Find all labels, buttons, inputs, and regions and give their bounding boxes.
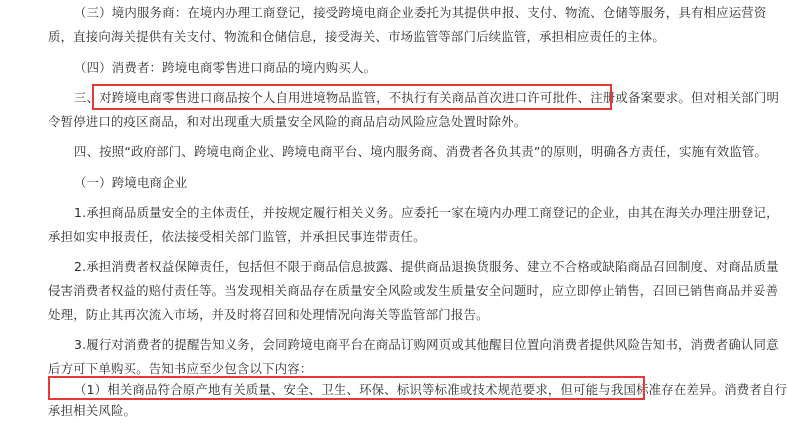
list-item-standards-difference-cont xyxy=(48,399,748,423)
text-line: 承担如实申报责任，依法接受相关部门监管，并承担民事连带责任。 xyxy=(48,229,426,244)
paragraph-domestic-service-provider-cont xyxy=(48,25,748,49)
paragraph-consumer-rights-cont xyxy=(48,279,779,303)
paragraph-consumer xyxy=(48,56,774,80)
highlighted-text: （1）相关商品符合原产地有关质量、安全、卫生、环保、标识等标准或技术规范要求，但可能与我国标准存在差异。 xyxy=(74,382,725,397)
paragraph-supervision-rule xyxy=(48,86,780,110)
text-prefix: 三、 xyxy=(74,90,100,105)
paragraph-notification-duty xyxy=(48,333,779,357)
text-line: （四）消费者：跨境电商零售进口商品的境内购买人。 xyxy=(74,60,377,75)
text-suffix: 。但对相关部门明 xyxy=(678,90,780,105)
text-line: 1.承担商品质量安全的主体责任，并按规定履行相关义务。应委托一家在境内办理工商登记的企业，由其在海关办理注册登记， xyxy=(74,205,779,220)
text-suffix: 消费者自行 xyxy=(724,382,787,397)
text-line: （一）跨境电商企业 xyxy=(74,175,188,190)
text-line: 四、按照“政府部门、跨境电商企业、跨境电商平台、境内服务商、消费者各负其责”的原则，明确各方责任，实施有效监管。 xyxy=(74,144,768,159)
text-line: 后方可下单购买。告知书应至少包含以下内容： xyxy=(48,361,313,376)
paragraph-domestic-service-provider xyxy=(48,1,774,25)
paragraph-consumer-rights-cont2 xyxy=(48,303,748,327)
paragraph-quality-responsibility xyxy=(48,201,779,225)
paragraph-quality-responsibility-cont xyxy=(48,225,748,249)
paragraph-responsibility-principle xyxy=(48,140,774,164)
text-line: 承担相关风险。 xyxy=(48,403,137,418)
section-heading-cross-border-enterprise xyxy=(48,171,774,195)
text-line: 令暂停进口的疫区商品，和对出现重大质量安全风险的商品启动风险应急处置时除外。 xyxy=(48,114,527,129)
text-line: 处理，防止其再次流入市场，并及时将召回和处理情况向海关等监管部门报告。 xyxy=(48,307,489,322)
paragraph-supervision-rule-cont xyxy=(48,110,748,134)
text-line: （三）境内服务商：在境内办理工商登记，接受跨境电商企业委托为其提供申报、支付、物流、仓储等服务，具有相应运营资 xyxy=(74,5,767,20)
text-line: 2.承担消费者权益保障责任，包括但不限于商品信息披露、提供商品退换货服务、建立不合格或缺陷商品召回制度、对商品质量 xyxy=(74,259,779,274)
paragraph-consumer-rights xyxy=(48,255,779,279)
text-line: 3.履行对消费者的提醒告知义务，会同跨境电商平台在商品订购网页或其他醒目位置向消费者提供风险告知书，消费者确认同意 xyxy=(74,337,779,352)
highlighted-text: 对跨境电商零售进口商品按个人自用进境物品监管，不执行有关商品首次进口许可批件、注册或备案要求 xyxy=(99,90,679,105)
text-line: 侵害消费者权益的赔付责任等。当发现相关商品存在质量安全风险或发生质量安全问题时，应立即停止销售，召回已销售商品并妥善 xyxy=(48,283,779,298)
text-line: 质，直接向海关提供有关支付、物流和仓储信息，接受海关、市场监管等部门后续监管，承担相应责任的主体。 xyxy=(48,29,665,44)
